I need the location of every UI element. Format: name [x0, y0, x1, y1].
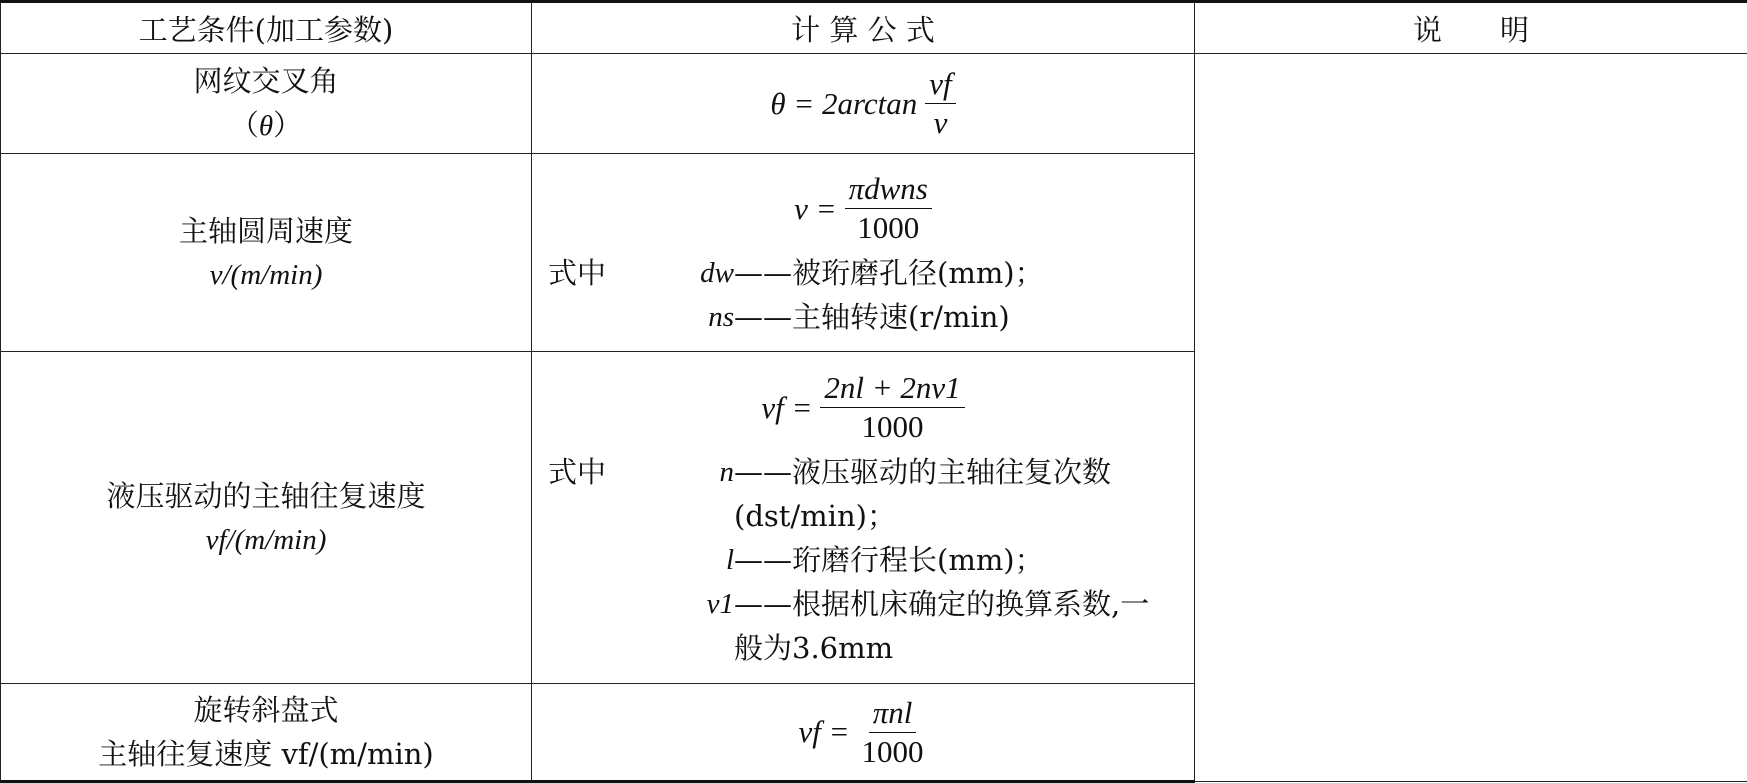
- header-row: [1, 2, 1747, 54]
- header-formula: 计 算 公 式: [532, 2, 1195, 54]
- variable-definitions: 式中 n ——液压驱动的主轴往复次数(dst/min)； l ——珩磨行程长(mm)； v1 ——根据机床确定的换算系数,一般为3.6mm: [532, 450, 1194, 670]
- formula: θ = 2arctan $\frac{vf}{v}$: [770, 65, 955, 142]
- fraction: $\frac{\text{πnl}}{1000}$: [858, 694, 928, 771]
- formula-cell: [532, 352, 1195, 684]
- variable-definitions: 式中 dw ——被珩磨孔径(mm)； ns ——主轴转速(r/min): [532, 251, 1194, 339]
- condition-symbol: （θ）: [1, 103, 531, 148]
- header-condition: 工艺条件(加工参数): [1, 2, 532, 54]
- condition-name: 网纹交叉角: [1, 59, 531, 103]
- notes-cell: [1195, 54, 1747, 782]
- condition-name: 主轴圆周速度: [1, 209, 531, 253]
- table-row: [1, 54, 1747, 154]
- fraction: $\frac{2nl + 2nv1}{1000}$: [820, 369, 964, 446]
- formula-cell: [532, 54, 1195, 154]
- condition-cell: [1, 684, 532, 782]
- condition-unit: v/(m/min): [1, 253, 531, 297]
- condition-unit: vf/(m/min): [1, 518, 531, 562]
- formula: vf = $\frac{2nl + 2nv1}{1000}$: [761, 369, 964, 446]
- formula-cell: [532, 154, 1195, 352]
- formula-cell: [532, 684, 1195, 782]
- fraction: $\frac{\text{πdwns}}{1000}$: [845, 170, 932, 247]
- condition-unit: 主轴往复速度 vf/(m/min): [1, 732, 531, 776]
- condition-cell: [1, 54, 532, 154]
- fraction: $\frac{vf}{v}$: [925, 65, 955, 142]
- condition-name: 液压驱动的主轴往复速度: [1, 474, 531, 518]
- condition-cell: [1, 352, 532, 684]
- condition-name: 旋转斜盘式: [1, 688, 531, 732]
- header-notes: 说 明: [1195, 2, 1747, 54]
- formula: vf = $\frac{\text{πnl}}{1000}$: [798, 694, 927, 771]
- condition-cell: [1, 154, 532, 352]
- formula: v = $\frac{\text{πdwns}}{1000}$: [794, 170, 932, 247]
